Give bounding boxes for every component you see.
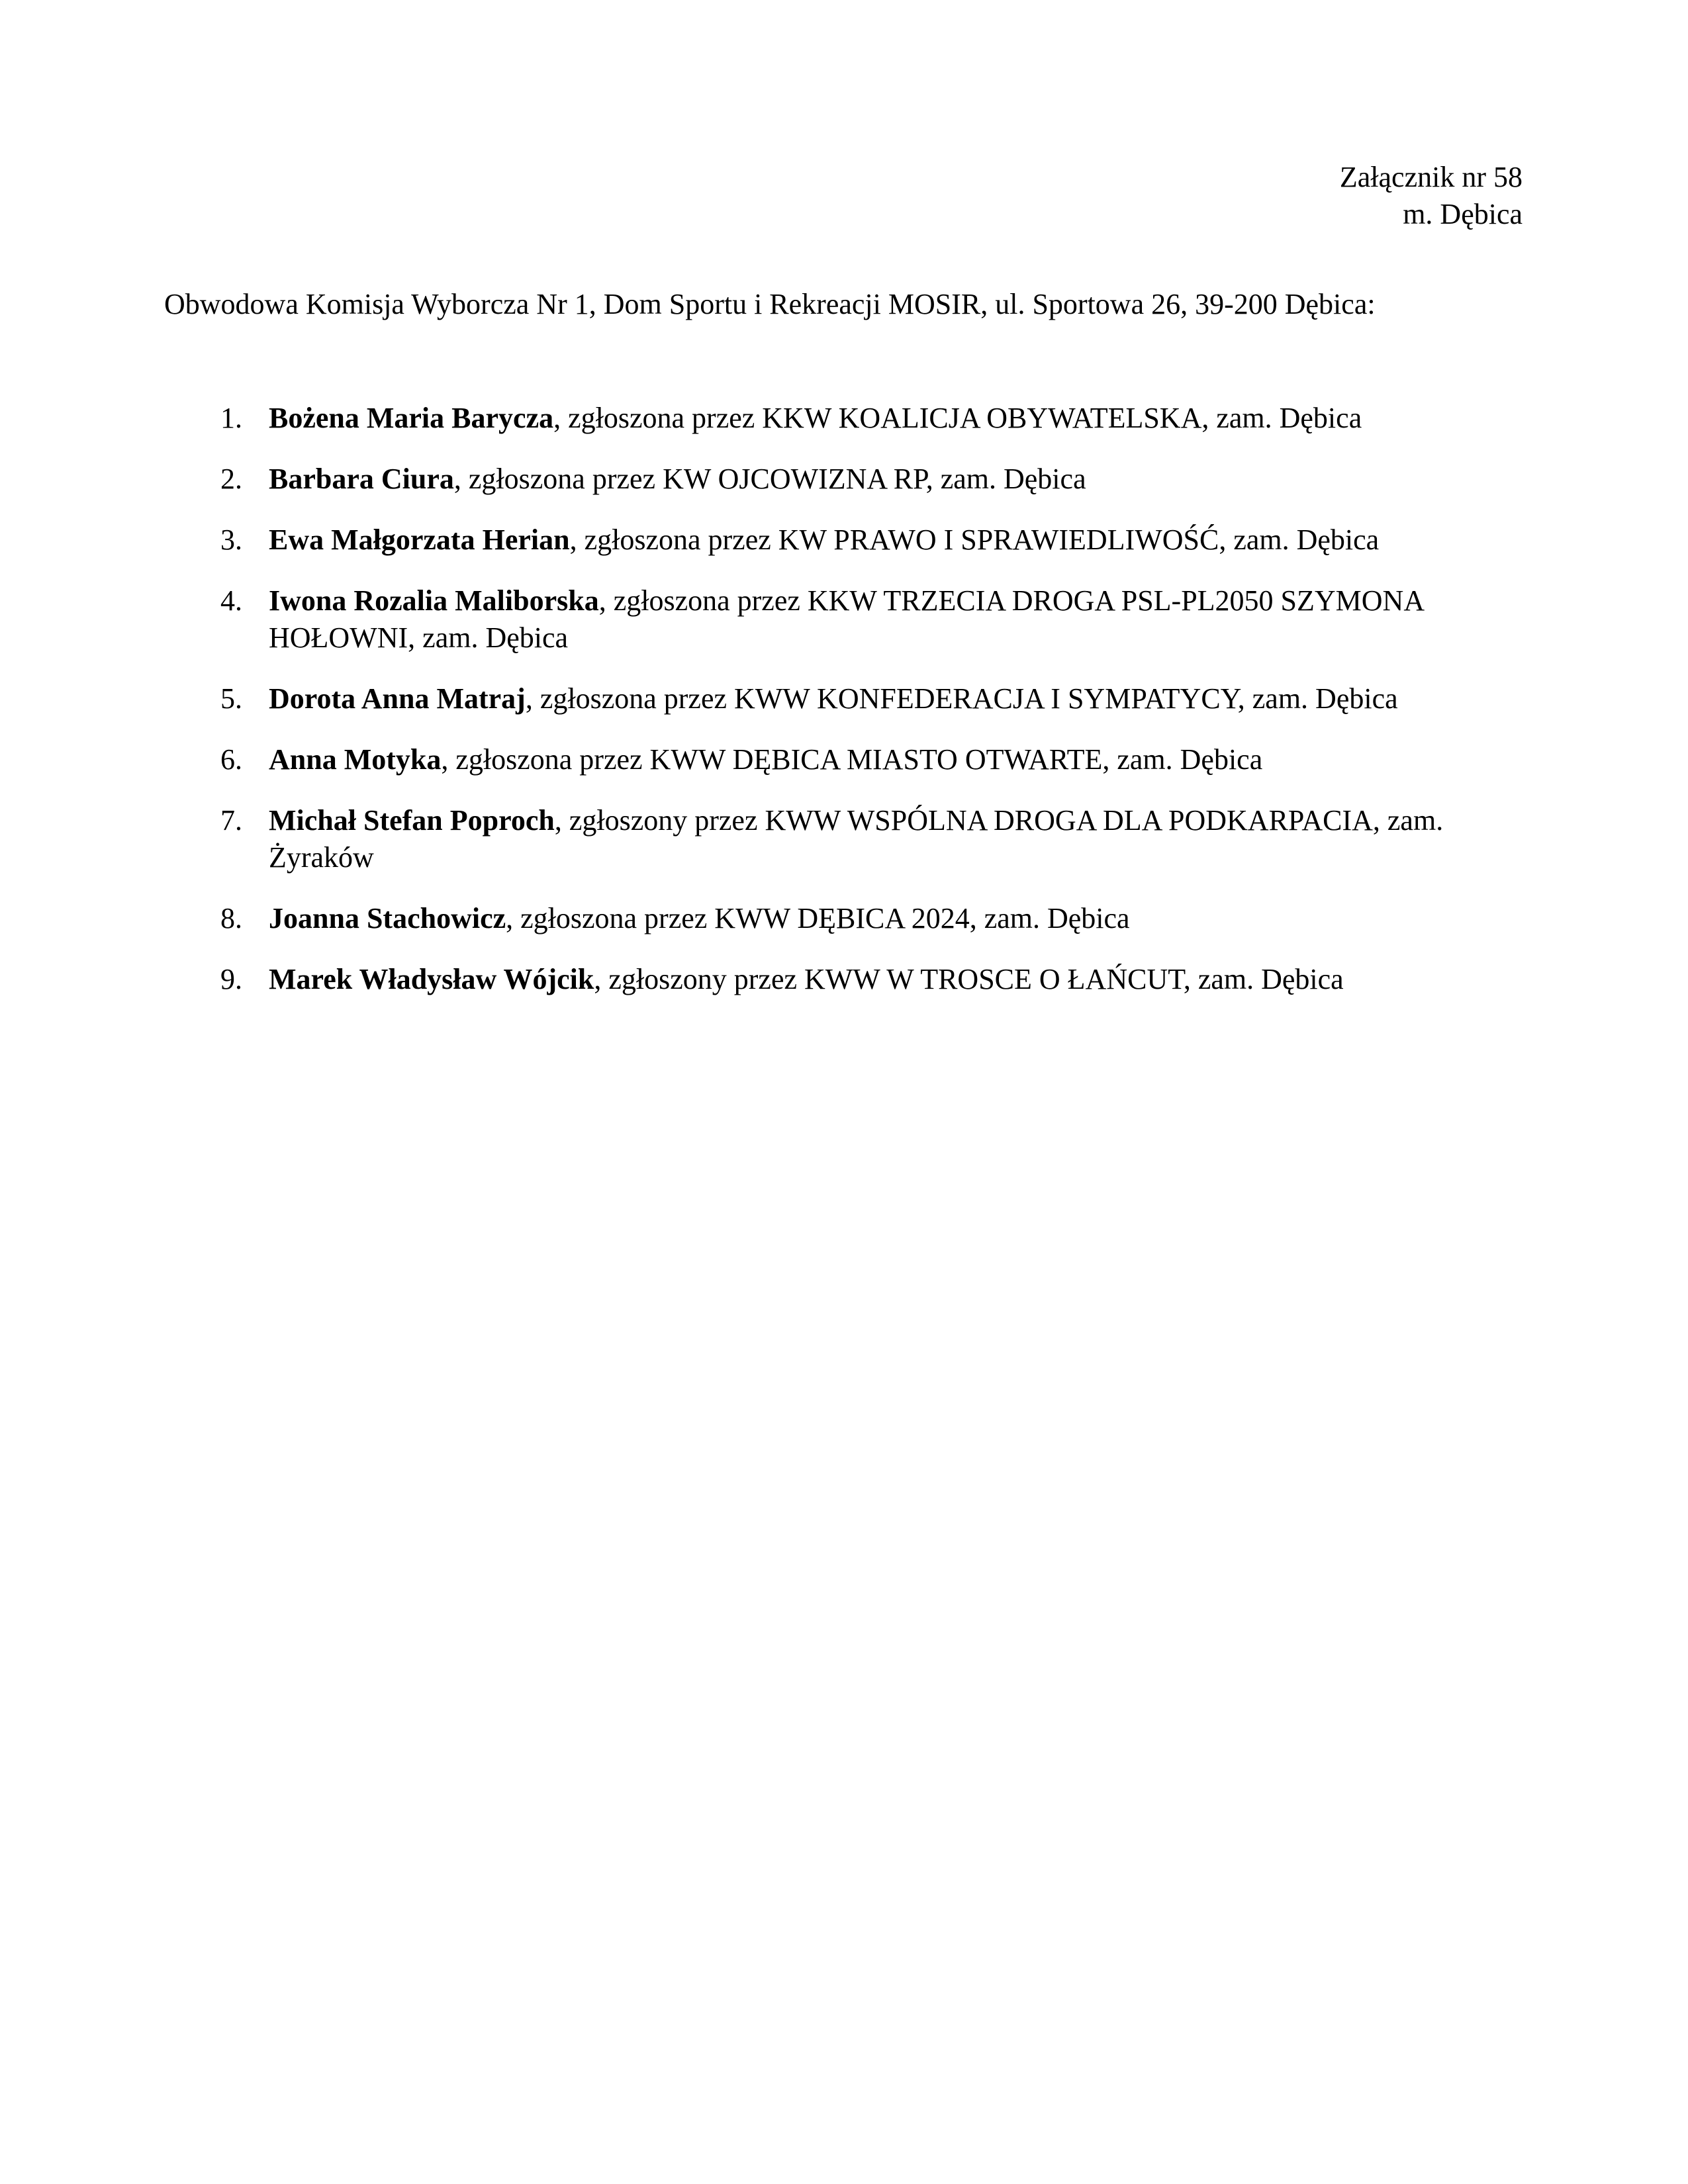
item-number: 5. [220, 682, 242, 715]
member-details: , zgłoszona przez KWW KONFEDERACJA I SYMPATYCY, zam. Dębica [525, 682, 1398, 715]
member-details: , zgłoszony przez KWW WSPÓLNA DROGA DLA PODKARPACIA, zam. Żyraków [269, 804, 1444, 874]
annex-municipality: m. Dębica [1403, 198, 1523, 230]
member-list [164, 400, 1528, 1022]
list-item [164, 461, 1528, 498]
member-details: , zgłoszona przez KW PRAWO I SPRAWIEDLIWOŚĆ, zam. Dębica [569, 523, 1380, 556]
item-number: 9. [220, 963, 242, 995]
member-name: Barbara Ciura [269, 463, 454, 495]
member-name: Ewa Małgorzata Herian [269, 523, 570, 556]
member-details: , zgłoszona przez KKW KOALICJA OBYWATELSKA, zam. Dębica [553, 402, 1362, 434]
commission-heading: Obwodowa Komisja Wyborcza Nr 1, Dom Sportu i Rekreacji MOSIR, ul. Sportowa 26, 39-200 Dębica: [164, 288, 1376, 320]
list-item [164, 582, 1528, 657]
member-name: Anna Motyka [269, 743, 442, 776]
list-item [164, 680, 1528, 717]
item-number: 2. [220, 463, 242, 495]
member-name: Dorota Anna Matraj [269, 682, 526, 715]
list-item [164, 522, 1528, 559]
list-item [164, 802, 1528, 876]
list-item [164, 900, 1528, 937]
item-number: 4. [220, 584, 242, 617]
annex-header [1340, 159, 1523, 233]
item-number: 3. [220, 523, 242, 556]
item-number: 8. [220, 902, 242, 934]
list-item [164, 400, 1528, 437]
member-details: , zgłoszony przez KWW W TROSCE O ŁAŃCUT, zam. Dębica [594, 963, 1344, 995]
item-number: 7. [220, 804, 242, 837]
member-details: , zgłoszona przez KKW TRZECIA DROGA PSL-PL2050 SZYMONA HOŁOWNI, zam. Dębica [269, 584, 1423, 654]
member-details: , zgłoszona przez KWW DĘBICA 2024, zam. Dębica [506, 902, 1130, 934]
member-name: Joanna Stachowicz [269, 902, 506, 934]
member-name: Iwona Rozalia Maliborska [269, 584, 599, 617]
item-number: 1. [220, 402, 242, 434]
member-name: Marek Władysław Wójcik [269, 963, 594, 995]
member-details: , zgłoszona przez KWW DĘBICA MIASTO OTWARTE, zam. Dębica [441, 743, 1263, 776]
list-item [164, 961, 1528, 998]
item-number: 6. [220, 743, 242, 776]
member-name: Michał Stefan Poproch [269, 804, 555, 837]
annex-number: Załącznik nr 58 [1339, 161, 1523, 193]
list-item [164, 741, 1528, 778]
member-details: , zgłoszona przez KW OJCOWIZNA RP, zam. Dębica [453, 463, 1086, 495]
member-name: Bożena Maria Barycza [269, 402, 554, 434]
